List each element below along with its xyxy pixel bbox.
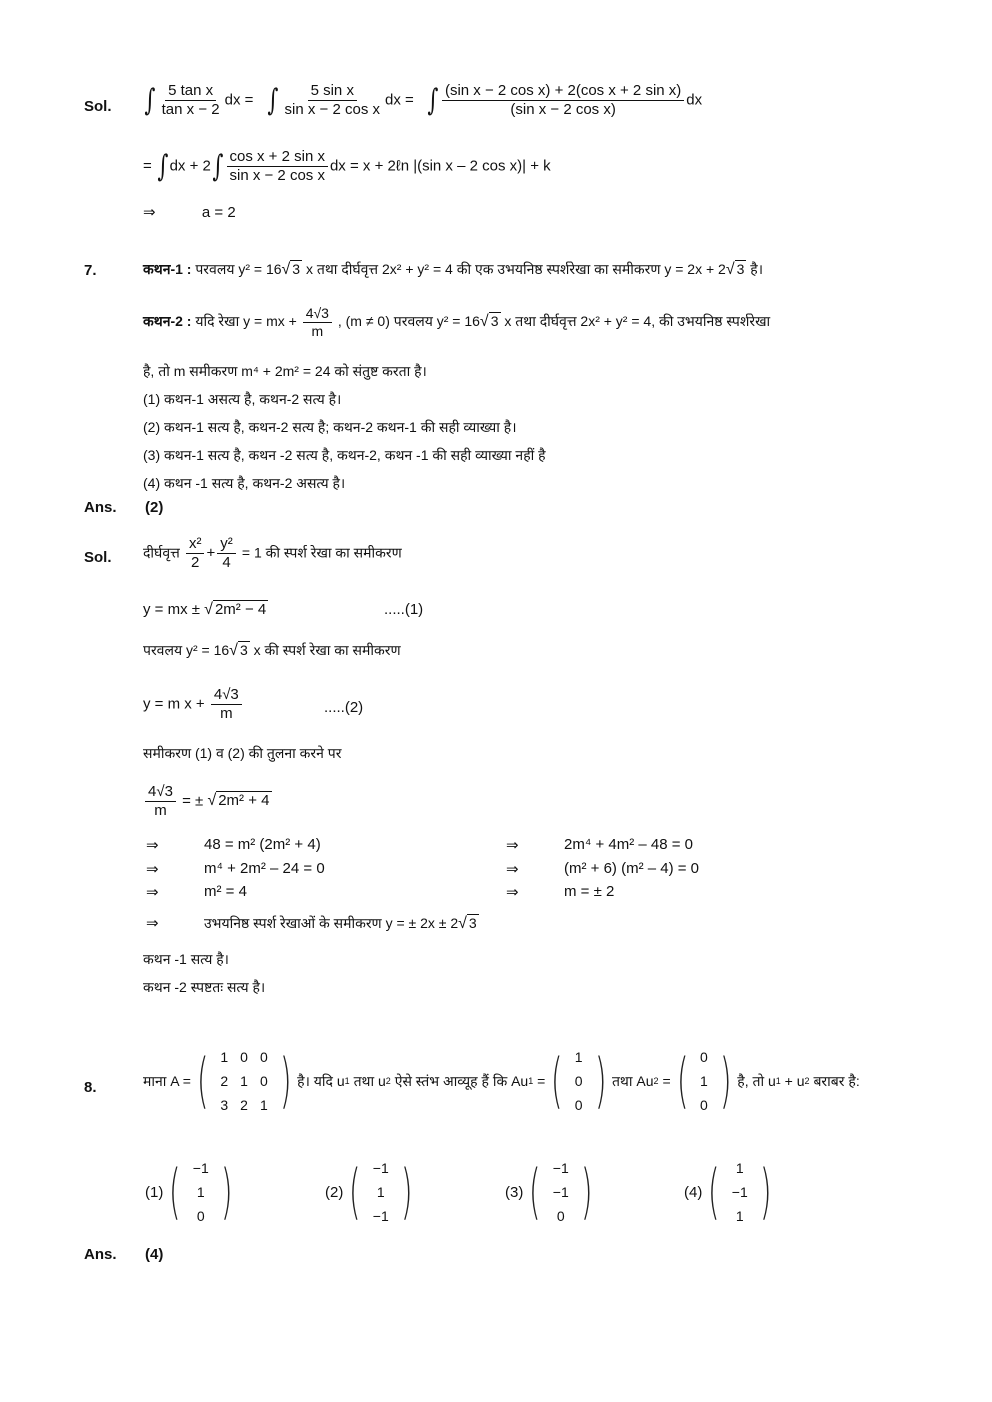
step-right: m = ± 2 bbox=[564, 883, 615, 900]
implies-arrow: ⇒ bbox=[506, 837, 519, 854]
vector-au2: ( 0 1 0 ) bbox=[676, 1046, 732, 1116]
integral-sign: ∫ bbox=[267, 83, 279, 118]
eq-tag-2: .....(2) bbox=[324, 699, 364, 716]
option-vector: ( −1 −1 0 ) bbox=[529, 1157, 593, 1227]
ans-value: (4) bbox=[145, 1246, 164, 1263]
implies-arrow: ⇒ bbox=[146, 884, 159, 901]
integral-sign: ∫ bbox=[157, 149, 169, 184]
fraction: $\frac{\text{(sin x − 2 cos x) + 2(cos x + 2 sin x)}}{\text{(sin x − 2 cos x)}}$ bbox=[442, 82, 684, 119]
q8-statement: माना A = ( 1 0 0 2 1 0 3 2 1 ) है। यदि u 1 तथा u 2 ऐसे स्तंभ आव्यूह हैं कि Au 1 = ( 1 0 0 ) तथा Au 2 = ( 0 1 0 ) है, तो u 1 + u 2 बराबर है: bbox=[143, 1046, 860, 1116]
option-1: (1) कथन-1 असत्य है, कथन-2 सत्य है। bbox=[143, 391, 342, 407]
q8-option-3: (3) ( −1 −1 0 ) bbox=[505, 1152, 598, 1232]
implies-arrow: ⇒ bbox=[146, 837, 159, 854]
sol7-line3: परवलय y² = 16√ 3 x की स्पर्श रेखा का समीकरण bbox=[143, 642, 401, 659]
sol-label: Sol. bbox=[84, 549, 112, 566]
step-right: 2m⁴ + 4m² – 48 = 0 bbox=[564, 836, 694, 853]
sol7-line1: दीर्घवृत्त $\frac{\text{x²}}{2}$ + $\frac{\text{y²}}{4}$ = 1 की स्पर्श रेखा का समीकरण bbox=[143, 535, 402, 571]
implies-arrow: ⇒ bbox=[506, 884, 519, 901]
fraction: $\frac{4√3}{m}$ bbox=[145, 783, 176, 820]
option-4: (4) कथन -1 सत्य है, कथन-2 असत्य है। bbox=[143, 475, 346, 491]
option-vector: ( −1 1 −1 ) bbox=[349, 1157, 413, 1227]
sqrt: √ 3 bbox=[281, 261, 301, 278]
statement-1: कथन-1 : परवलय y² = 16√ 3 x तथा दीर्घवृत्त 2x² + y² = 4 की एक उभयनिष्ठ स्पर्शरेखा का समीकरण y = 2x + 2√ 3 है। bbox=[143, 261, 764, 278]
fraction: $\frac{\text{5 sin x}}{\text{sin x − 2 cos x}}$ bbox=[284, 82, 381, 118]
implies-arrow: ⇒ bbox=[506, 861, 519, 878]
question-number: 7. bbox=[84, 262, 97, 279]
vector-au1: ( 1 0 0 ) bbox=[551, 1046, 607, 1116]
sqrt: √ 2m² − 4 bbox=[204, 601, 267, 618]
sqrt: √ 3 bbox=[479, 313, 499, 330]
step-left: 48 = m² (2m² + 4) bbox=[204, 836, 321, 853]
sqrt: √ 3 bbox=[725, 261, 745, 278]
sqrt: √ 3 bbox=[458, 915, 477, 932]
sol6-line3: ⇒ a = 2 bbox=[143, 204, 236, 221]
statement-2: कथन-2 : यदि रेखा y = mx + $\frac{4√3}{m}$ , (m ≠ 0) परवलय y² = 16√ 3 x तथा दीर्घवृत्त 2x² + y² = 4, की उभयनिष्ठ स्पर्शरेखा bbox=[143, 305, 771, 339]
ans-label: Ans. bbox=[84, 499, 117, 516]
step-right: (m² + 6) (m² – 4) = 0 bbox=[564, 860, 700, 877]
sol-label: Sol. bbox=[84, 98, 112, 115]
fraction: $\frac{\text{5 tan x}}{\text{tan x − 2}}$ bbox=[161, 82, 220, 118]
q8-option-4: (4) ( 1 −1 1 ) bbox=[684, 1152, 777, 1232]
ans-value: (2) bbox=[145, 499, 164, 516]
integral-sign: ∫ bbox=[144, 83, 156, 118]
sol7-line8: कथन -1 सत्य है। bbox=[143, 951, 229, 967]
step-left: m² = 4 bbox=[204, 883, 247, 900]
implies-arrow: ⇒ bbox=[146, 915, 159, 932]
fraction: $\frac{4√3}{m}$ bbox=[211, 686, 242, 723]
sol7-line7: उभयनिष्ठ स्पर्श रेखाओं के समीकरण y = ± 2x ± 2√ 3 bbox=[204, 915, 477, 932]
matrix-a: ( 1 0 0 2 1 0 3 2 1 ) bbox=[196, 1046, 292, 1116]
sol7-line4: y = m x + $\frac{4√3}{m}$ bbox=[143, 686, 244, 723]
fraction: $\frac{\text{cos x + 2 sin x}}{\text{sin x − 2 cos x}}$ bbox=[227, 148, 328, 185]
ans-label: Ans. bbox=[84, 1246, 117, 1263]
q8-option-1: (1) ( −1 1 0 ) bbox=[145, 1152, 238, 1232]
integral-sign: ∫ bbox=[427, 83, 439, 118]
fraction: $\frac{\text{x²}}{2}$ bbox=[186, 535, 205, 572]
sol7-line6: $\frac{4√3}{m}$ = ± √ 2m² + 4 bbox=[143, 783, 272, 820]
fraction: $\frac{4√3}{m}$ bbox=[303, 305, 332, 340]
eq-tag-1: .....(1) bbox=[384, 601, 424, 618]
option-3: (3) कथन-1 सत्य है, कथन -2 सत्य है, कथन-2, कथन -1 की सही व्याख्या नहीं है bbox=[143, 447, 546, 463]
statement-2-cont: है, तो m समीकरण m⁴ + 2m² = 24 को संतुष्ट करता है। bbox=[143, 363, 427, 379]
sqrt: √ 3 bbox=[229, 642, 248, 659]
sol6-line2: = ∫dx + 2∫ $\frac{\text{cos x + 2 sin x}}{\text{sin x − 2 cos x}}$ dx = x + 2ℓn |(sin x – 2 cos x)| + k bbox=[143, 148, 551, 184]
option-vector: ( −1 1 0 ) bbox=[169, 1157, 233, 1227]
option-2: (2) कथन-1 सत्य है, कथन-2 सत्य है; कथन-2 कथन-1 की सही व्याख्या है। bbox=[143, 419, 517, 435]
sqrt: √ 2m² + 4 bbox=[207, 792, 270, 810]
sol7-line5: समीकरण (1) व (2) की तुलना करने पर bbox=[143, 745, 342, 761]
sol7-line9: कथन -2 स्पष्टतः सत्य है। bbox=[143, 979, 266, 995]
implies-arrow: ⇒ bbox=[146, 861, 159, 878]
option-vector: ( 1 −1 1 ) bbox=[708, 1157, 772, 1227]
integral-sign: ∫ bbox=[212, 149, 224, 184]
step-left: m⁴ + 2m² – 24 = 0 bbox=[204, 860, 325, 877]
question-number: 8. bbox=[84, 1079, 97, 1096]
sol7-line2: y = mx ± √ 2m² − 4 bbox=[143, 601, 267, 618]
sol6-line1: ∫ $\frac{\text{5 tan x}}{\text{tan x − 2}}$ dx = ∫ $\frac{\text{5 sin x}}{\text{sin x − 2 cos x}}$ dx = ∫ $\frac{\text{(sin x − 2 cos x) + 2(cos x + 2 sin x)}}{\text{(sin x − 2 cos x)}}$ dx bbox=[144, 82, 703, 118]
fraction: $\frac{\text{y²}}{4}$ bbox=[217, 535, 236, 572]
implies-arrow: ⇒ bbox=[143, 204, 156, 221]
q8-option-2: (2) ( −1 1 −1 ) bbox=[325, 1152, 418, 1232]
